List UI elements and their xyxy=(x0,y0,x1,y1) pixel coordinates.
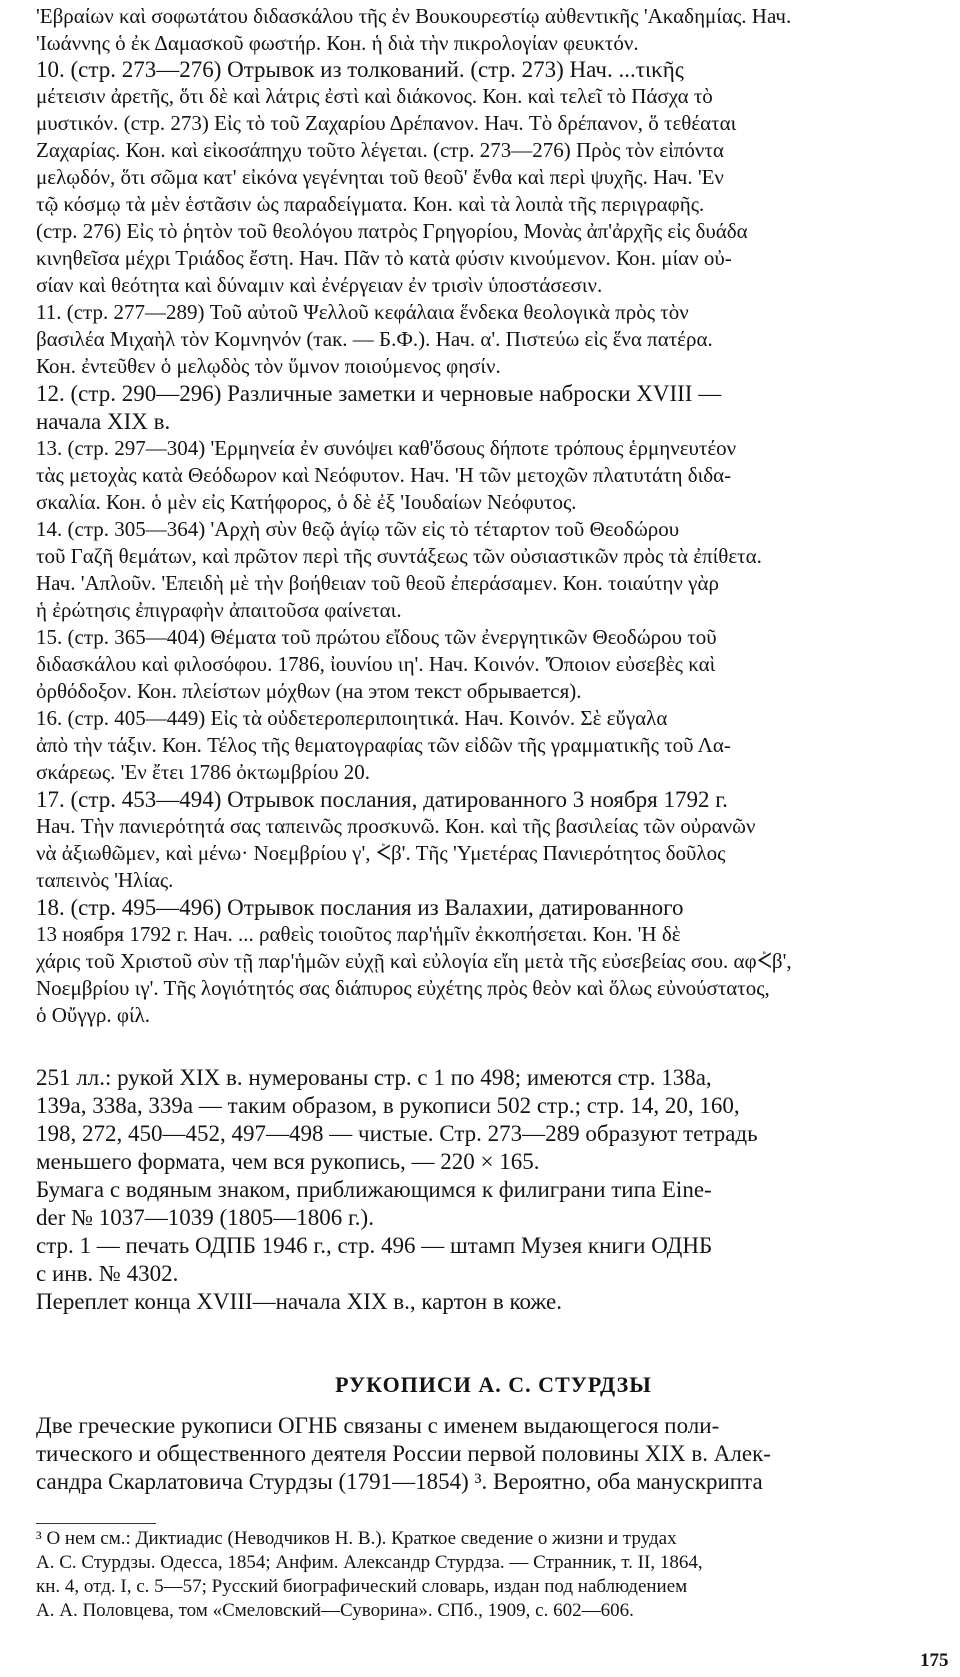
description-line: Переплет конца XVIII—начала XIX в., картон в коже. xyxy=(36,1289,562,1314)
section-line: Две греческие рукописи ОГНБ связаны с именем выдающегося поли- xyxy=(36,1413,720,1438)
section-heading: РУКОПИСИ А. С. СТУРДЗЫ xyxy=(335,1372,652,1397)
entry-line: σίαν καὶ θεότητα καὶ δύναμιν καὶ ἐνέργειαν ἐν τρισὶν ὑποστάσεσιν. xyxy=(36,273,603,297)
footnote-line: А. С. Стурдзы. Одесса, 1854; Анфим. Александр Стурдза. — Странник, т. II, 1864, xyxy=(36,1552,703,1573)
description-line: меньшего формата, чем вся рукопись, — 220 × 165. xyxy=(36,1149,540,1174)
entry-line: βασιλέα Μιχαὴλ τὸν Κομνηνόν (так. — Б.Ф.). Нач. α'. Πιστεύω εἰς ἕνα πατέρα. xyxy=(36,327,713,351)
description-line: с инв. № 4302. xyxy=(36,1261,179,1286)
entry-line: τὰς μετοχὰς κατὰ Θεόδωρον καὶ Νεόφυτον. Нач. 'Η τῶν μετοχῶν πλατυτάτη διδα- xyxy=(36,463,732,487)
entry-line: Нач. 'Απλοῦν. 'Επειδὴ μὲ τὴν βοήθειαν τοῦ θεοῦ ἐπεράσαμεν. Кон. τοιαύτην γὰρ xyxy=(36,571,719,595)
description-line: Бумага с водяным знаком, приближающимся к филиграни типа Eine- xyxy=(36,1177,712,1202)
entry-line: κινηθεῖσα μέχρι Τριάδος ἔστη. Нач. Πᾶν τὸ κατὰ φύσιν κινούμενον. Кон. μίαν οὐ- xyxy=(36,246,732,270)
entry-line: ταπεινὸς 'Ηλίας. xyxy=(36,868,174,892)
entry-line: Кон. ἐντεῦθεν ὁ μελῳδὸς τὸν ὕμνον ποιούμενος φησίν. xyxy=(36,354,501,378)
entry-line: μελῳδόν, ὅτι σῶμα κατ' εἰκόνα γεγένηται τοῦ θεοῦ' ἔνθα καὶ περὶ ψυχῆς. Нач. 'Εν xyxy=(36,165,724,189)
entry-line: 18. (стр. 495—496) Отрывок послания из Валахии, датированного xyxy=(36,895,684,920)
entry-line: χάρις τοῦ Χριστοῦ σὺν τῇ παρ'ἡμῶν εὐχῇ καὶ εὐλογία εἴη μετὰ τῆς εὐσεβείας σου. αφᢵβ', xyxy=(36,949,792,973)
entry-line: ὀρθόδοξον. Кон. πλείστων μόχθων (на этом текст обрывается). xyxy=(36,679,582,703)
entry-line: διδασκάλου καὶ φιλοσόφου. 1786, ἰουνίου ιη'. Нач. Κοινόν. 'Όποιον εὐσεβὲς καὶ xyxy=(36,652,716,676)
entry-line: μέτεισιν ἀρετῆς, ὅτι δὲ καὶ λάτρις ἐστὶ καὶ διάκονος. Кон. καὶ τελεῖ τὸ Πάσχα τὸ xyxy=(36,84,713,108)
entry-line: 'Ιωάννης ὁ ἐκ Δαμασκοῦ φωστήρ. Кон. ἡ διὰ τὴν πικρολογίαν φευκτόν. xyxy=(36,31,639,55)
description-line: 251 лл.: рукой XIX в. нумерованы стр. с 1 по 498; имеются стр. 138а, xyxy=(36,1065,712,1090)
entry-line: 12. (стр. 290—296) Различные заметки и черновые наброски XVIII — xyxy=(36,381,722,406)
entry-line: τῷ κόσμῳ τὰ μὲν ἑστᾶσιν ὡς παραδείγματα. Кон. καὶ τὰ λοιπὰ τῆς περιγραφῆς. xyxy=(36,192,705,216)
entry-line: Нач. Τὴν πανιερότητά σας ταπεινῶς προσκυνῶ. Кон. καὶ τῆς βασιλείας τῶν οὐρανῶν xyxy=(36,814,756,838)
entry-line: ὁ Οὔγγρ. φίλ. xyxy=(36,1003,151,1027)
page-number: 175 xyxy=(920,1650,949,1671)
entry-line: 11. (стр. 277—289) Τοῦ αὐτοῦ Ψελλοῦ κεφάλαια ἕνδεκα θεολογικὰ πρὸς τὸν xyxy=(36,300,689,324)
entry-line: ἡ ἐρώτησις ἐπιγραφὴν ἀπαιτοῦσα φαίνεται. xyxy=(36,598,402,622)
footnote-line: А. А. Половцева, том «Смеловский—Суворина». СПб., 1909, с. 602—606. xyxy=(36,1600,634,1621)
description-line: der № 1037—1039 (1805—1806 г.). xyxy=(36,1205,374,1230)
entry-line: Ζαχαρίας. Кон. καὶ εἰκοσάπηχυ τοῦτο λέγεται. (стр. 273—276) Πρὸς τὸν εἰπόντα xyxy=(36,138,724,162)
entry-line: 15. (стр. 365—404) Θέματα τοῦ πρώτου εἴδους τῶν ἐνεργητικῶν Θεοδώρου τοῦ xyxy=(36,625,717,649)
entry-line: 14. (стр. 305—364) 'Αρχὴ σὺν θεῷ ἁγίῳ τῶν εἰς τὸ τέταρτον τοῦ Θεοδώρου xyxy=(36,517,680,541)
entry-line: τοῦ Γαζῆ θεμάτων, καὶ πρῶτον περὶ τῆς συντάξεως τῶν οὐσιαστικῶν πρὸς τὰ ἐπίθετα. xyxy=(36,544,762,568)
entry-line: 13. (стр. 297—304) 'Ερμηνεία ἐν συνόψει καθ'ὅσους δήποτε τρόπους ἑρμηνευτέον xyxy=(36,436,737,460)
entry-line: 16. (стр. 405—449) Εἰς τὰ οὐδετεροπεριποιητικά. Нач. Κοινόν. Σὲ εὔγαλα xyxy=(36,706,668,730)
entry-line: начала XIX в. xyxy=(36,409,171,434)
section-line: тического и общественного деятеля России первой половины XIX в. Алек- xyxy=(36,1441,771,1466)
entry-line: 17. (стр. 453—494) Отрывок послания, датированного 3 ноября 1792 г. xyxy=(36,787,728,812)
entry-line: 'Εβραίων καὶ σοφωτάτου διδασκάλου τῆς ἐν Βουκουρεστίῳ αὐθεντικῆς 'Ακαδημίας. Нач. xyxy=(36,4,792,28)
entry-line: 13 ноября 1792 г. Нач. ... ραθεὶς τοιοῦτος παρ'ἡμῖν ἐκκοπήσεται. Кон. 'Η δὲ xyxy=(36,922,681,946)
entry-line: 10. (стр. 273—276) Отрывок из толкований. (стр. 273) Нач. ...τικῆς xyxy=(36,57,684,82)
description-line: стр. 1 — печать ОДПБ 1946 г., стр. 496 — штамп Музея книги ОДНБ xyxy=(36,1233,713,1258)
footnote-line: ³ О нем см.: Диктиадис (Неводчиков Н. В.). Краткое сведение о жизни и трудах xyxy=(36,1528,677,1549)
footnote-line: кн. 4, отд. I, с. 5—57; Русский биографический словарь, издан под наблюдением xyxy=(36,1576,688,1597)
entry-line: ἀπὸ τὴν τάξιν. Кон. Τέλος τῆς θεματογραφίας τῶν εἰδῶν τῆς γραμματικῆς τοῦ Λα- xyxy=(36,733,731,757)
description-line: 139а, 338а, 339а — таким образом, в рукописи 502 стр.; стр. 14, 20, 160, xyxy=(36,1093,740,1118)
entry-line: μυστικόν. (стр. 273) Εἰς τὸ τοῦ Ζαχαρίου Δρέπανον. Нач. Τὸ δρέπανον, ὅ τεθέαται xyxy=(36,111,737,135)
footnote-rule xyxy=(36,1523,156,1524)
entry-line: σκαλία. Кон. ὁ μὲν εἰς Κατήφορος, ὁ δὲ ἐξ 'Ιουδαίων Νεόφυτος. xyxy=(36,490,577,514)
section-line: сандра Скарлатовича Стурдзы (1791—1854) ³. Вероятно, оба манускрипта xyxy=(36,1469,763,1494)
entry-line: σκάρεως. 'Εν ἔτει 1786 ὀκτωμβρίου 20. xyxy=(36,760,371,784)
entry-line: (стр. 276) Εἰς τὸ ῥητὸν τοῦ θεολόγου πατρὸς Γρηγορίου, Μονὰς ἀπ'ἀρχῆς εἰς δυάδα xyxy=(36,219,748,243)
description-line: 198, 272, 450—452, 497—498 — чистые. Стр. 273—289 образуют тетрадь xyxy=(36,1121,758,1146)
entry-line: νὰ ἀξιωθῶμεν, καὶ μένω· Νοεμβρίου γ', ᢵβ'. Τῆς 'Υμετέρας Πανιερότητος δοῦλος xyxy=(36,841,726,865)
entry-line: Νοεμβρίου ιγ'. Τῆς λογιότητός σας διάπυρος εὐχέτης πρὸς θεὸν καὶ ὅλως εὐνούστατος, xyxy=(36,976,770,1000)
